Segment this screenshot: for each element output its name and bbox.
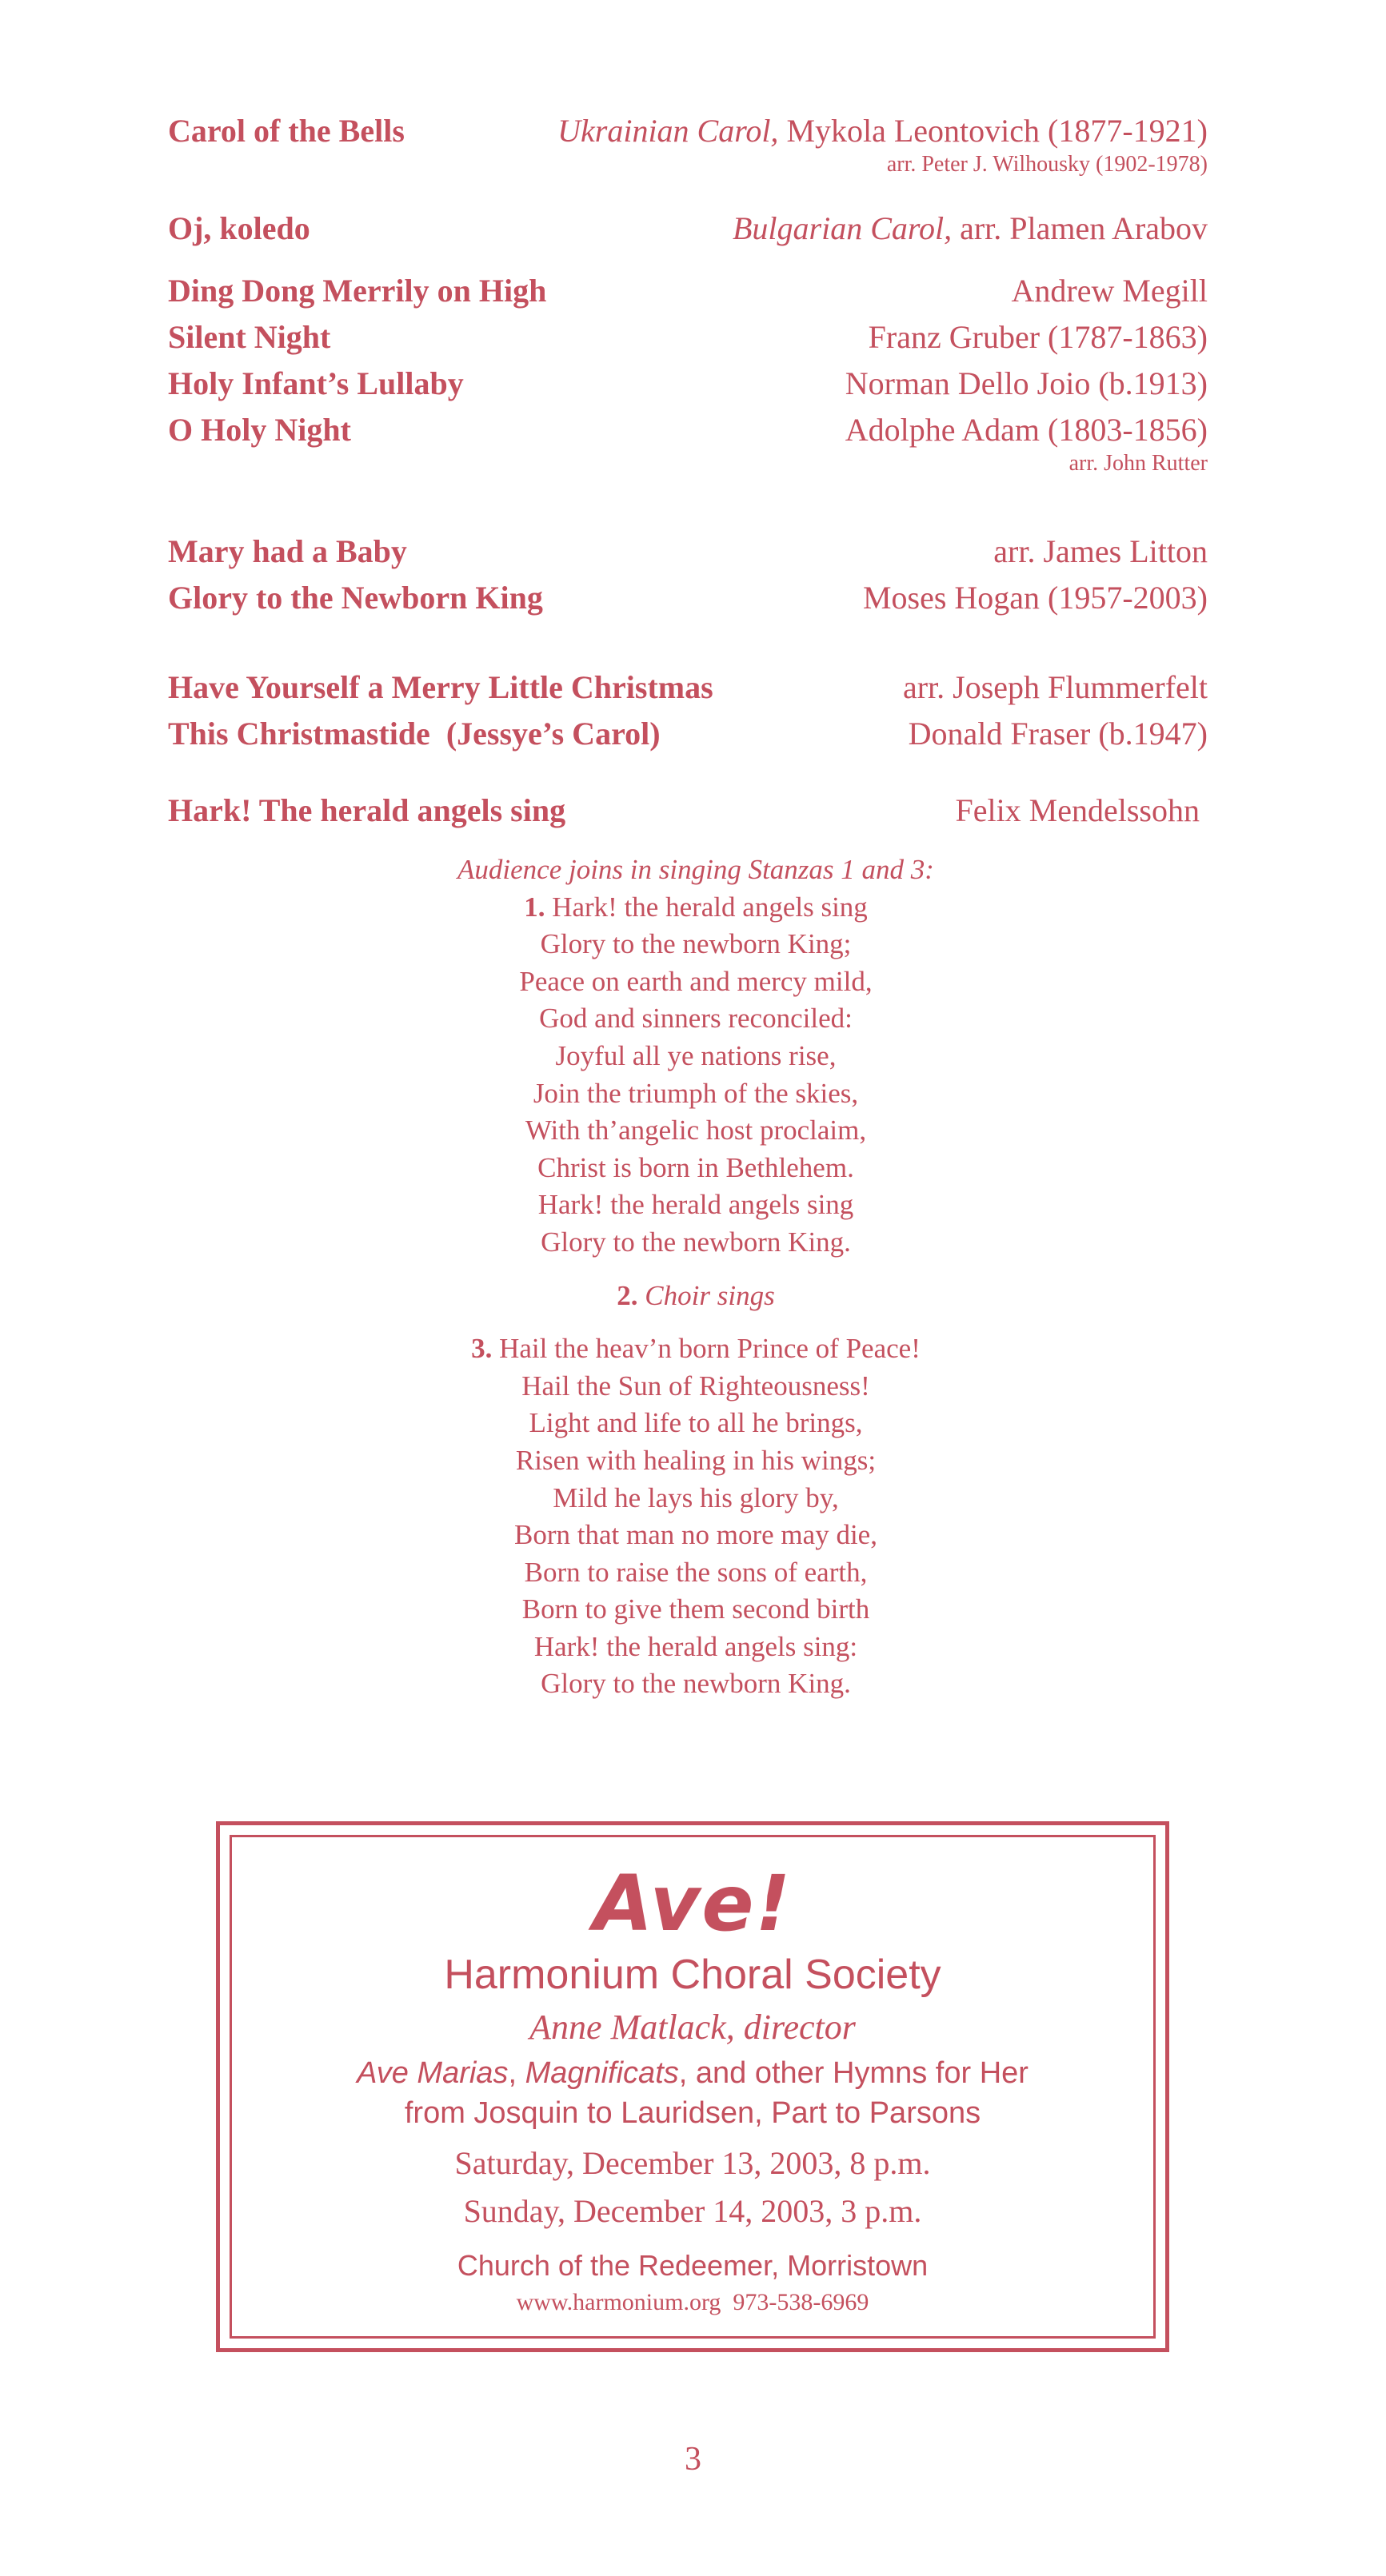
stanza-line: Glory to the newborn King. xyxy=(541,1668,851,1700)
piece-composer: Felix Mendelssohn xyxy=(955,792,1200,828)
stanza-line: Join the triumph of the skies, xyxy=(533,1077,859,1109)
desc-separator: , xyxy=(508,2056,525,2090)
description-line: from Josquin to Lauridsen, Part to Parsons xyxy=(404,2096,981,2130)
stanza-line: Hark! the herald angels sing: xyxy=(533,1630,858,1662)
stanza-line: Born that man no more may die, xyxy=(514,1519,877,1551)
piece-composer: Adolphe Adam (1803-1856) xyxy=(845,412,1208,448)
piece-title: Hark! The herald angels sing xyxy=(168,792,566,828)
program-item xyxy=(168,208,1208,256)
composer-name: arr. Plamen Arabov xyxy=(960,210,1208,246)
desc-text: , and other Hymns for Her xyxy=(678,2056,1029,2090)
stanza-number: 2. xyxy=(617,1279,638,1311)
society-name: Harmonium Choral Society xyxy=(444,1952,941,1998)
stanza-line: Glory to the newborn King; xyxy=(540,928,852,960)
choir-sings-note: Choir sings xyxy=(645,1279,775,1311)
stanza-gap xyxy=(344,1314,1048,1330)
composer-name: Mykola Leontovich (1877-1921) xyxy=(786,113,1208,149)
program-item xyxy=(168,531,1208,579)
piece-title: This Christmastide (Jessye’s Carol) xyxy=(168,716,661,752)
stanza-line: Mild he lays his glory by, xyxy=(553,1481,839,1513)
stanza-line: God and sinners reconciled: xyxy=(539,1003,853,1035)
stanza-line xyxy=(344,889,1048,927)
stanza-number: 3. xyxy=(471,1333,493,1365)
piece-title: Holy Infant’s Lullaby xyxy=(168,365,464,401)
program-item xyxy=(168,317,1208,365)
concert-description xyxy=(232,2053,1153,2133)
piece-composer: Norman Dello Joio (b.1913) xyxy=(845,365,1208,401)
stanza-line: Light and life to all he brings, xyxy=(529,1407,863,1439)
stanza-line: Risen with healing in his wings; xyxy=(515,1444,877,1476)
stanza-line: With th’angelic host proclaim, xyxy=(525,1115,867,1146)
piece-composer: Andrew Megill xyxy=(1011,273,1208,309)
concert-venue: Church of the Redeemer, Morristown xyxy=(457,2249,929,2282)
concert-date: Sunday, December 14, 2003, 3 p.m. xyxy=(463,2193,922,2229)
piece-composer: Franz Gruber (1787-1863) xyxy=(868,319,1208,355)
piece-arranger: arr. Peter J. Wilhousky (1902-1978) xyxy=(886,152,1208,177)
stanza-line: Hark! the herald angels sing xyxy=(537,1189,854,1221)
piece-title: Ding Dong Merrily on High xyxy=(168,273,547,309)
program-item xyxy=(168,667,1208,715)
piece-composer: Donald Fraser (b.1947) xyxy=(908,716,1208,752)
program-item xyxy=(168,110,1208,177)
desc-italic: Magnificats xyxy=(525,2056,679,2090)
stanza-line: Glory to the newborn King. xyxy=(541,1226,851,1258)
piece-title: Silent Night xyxy=(168,319,331,355)
piece-title: O Holy Night xyxy=(168,412,351,448)
hymn-text xyxy=(344,851,1048,1703)
concert-ad-box xyxy=(216,1821,1169,2352)
desc-italic: Ave Marias xyxy=(357,2056,509,2090)
piece-origin: Ukrainian Carol, xyxy=(557,113,779,149)
piece-title: Oj, koledo xyxy=(168,210,310,246)
piece-title: Mary had a Baby xyxy=(168,533,407,569)
piece-composer: arr. Joseph Flummerfelt xyxy=(902,669,1208,705)
piece-composer xyxy=(557,110,1208,152)
page-number: 3 xyxy=(685,2441,701,2478)
stanza-line: Peace on earth and mercy mild, xyxy=(519,965,873,997)
piece-composer: arr. James Litton xyxy=(993,533,1208,569)
concert-date: Saturday, December 13, 2003, 8 p.m. xyxy=(454,2145,931,2181)
stanza-line: Born to raise the sons of earth, xyxy=(524,1556,868,1588)
piece-title: Carol of the Bells xyxy=(168,113,405,149)
stanza-line: Hail the Sun of Righteousness! xyxy=(521,1370,870,1402)
stanza-line-text: Hail the heav’n born Prince of Peace! xyxy=(499,1333,921,1365)
program-item xyxy=(168,790,1208,838)
stanza-number: 1. xyxy=(524,891,545,923)
director-name: Anne Matlack, director xyxy=(529,2008,856,2047)
program-item xyxy=(168,713,1208,761)
hymn-intro: Audience joins in singing Stanzas 1 and 3: xyxy=(457,854,934,885)
phone-number: 973-538-6969 xyxy=(733,2289,869,2315)
piece-origin: Bulgarian Carol, xyxy=(732,210,953,246)
piece-arranger: arr. John Rutter xyxy=(1068,451,1208,476)
concert-contact xyxy=(232,2287,1153,2319)
program-item xyxy=(168,270,1208,318)
stanza-gap xyxy=(344,1262,1048,1278)
stanza-line: Born to give them second birth xyxy=(521,1593,870,1625)
concert-ad-inner-border xyxy=(230,1835,1156,2339)
stanza-line: Christ is born in Bethlehem. xyxy=(537,1151,854,1183)
description-line xyxy=(232,2053,1153,2093)
stanza-line-text: Hark! the herald angels sing xyxy=(552,891,868,923)
stanza-line: Joyful all ye nations rise, xyxy=(555,1039,837,1071)
piece-composer: Moses Hogan (1957-2003) xyxy=(862,580,1208,616)
piece-composer xyxy=(733,208,1208,249)
concert-headline: Ave! xyxy=(593,1859,793,1948)
piece-title: Glory to the Newborn King xyxy=(168,580,543,616)
piece-title: Have Yourself a Merry Little Christmas xyxy=(168,669,713,705)
stanza-line xyxy=(344,1330,1048,1368)
program-item xyxy=(168,577,1208,625)
website-link[interactable]: www.harmonium.org xyxy=(516,2289,721,2315)
stanza-2-note xyxy=(344,1278,1048,1315)
program-item xyxy=(168,409,1208,476)
program-item xyxy=(168,363,1208,411)
